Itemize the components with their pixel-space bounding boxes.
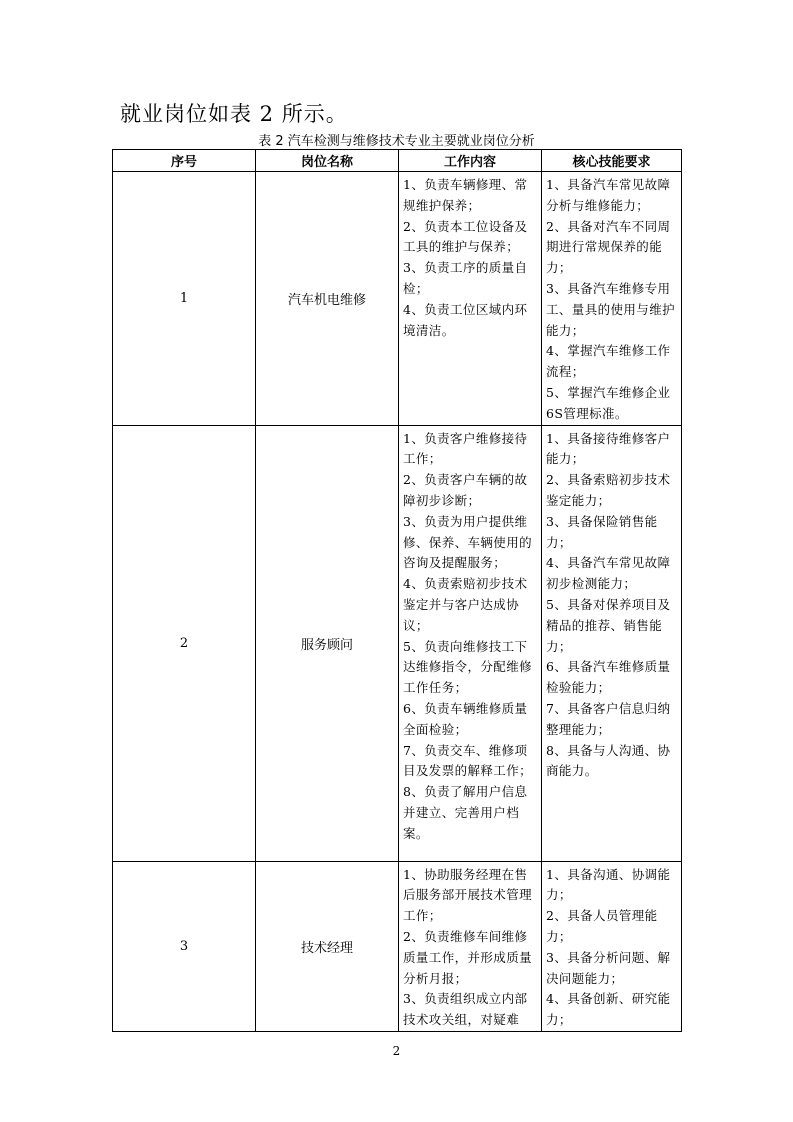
header-position: 岗位名称: [256, 150, 399, 172]
header-work-content: 工作内容: [399, 150, 542, 172]
work-content: [399, 425, 542, 861]
list-item: 8、具备与人沟通、协商能力。: [546, 742, 671, 779]
row-number: 3: [113, 861, 256, 1031]
position-name: 服务顾问: [256, 425, 399, 861]
list-item: 3、具备保险销售能力；: [546, 513, 658, 550]
page-number: 2: [392, 1044, 401, 1058]
list-item: 5、具备对保养项目及精品的推荐、销售能力；: [546, 596, 671, 654]
list-item: 2、负责维修车间维修质量工作，并形成质量分析月报；: [403, 928, 533, 986]
list-item: 4、负责工位区域内环境清洁。: [403, 301, 528, 338]
list-item: 6、具备汽车维修质量检验能力；: [546, 659, 671, 696]
table-row: [113, 172, 682, 426]
list-item: 1、负责客户维修接待工作；: [403, 430, 528, 467]
list-item: 7、具备客户信息归纳整理能力；: [546, 700, 671, 737]
header-core-skills: 核心技能要求: [542, 150, 682, 172]
list-item: 3、具备汽车维修专用工、量具的使用与维护能力；: [546, 280, 676, 338]
list-item: 3、负责为用户提供维修、保养、车辆使用的咨询及提醒服务；: [403, 513, 533, 571]
position-name: 技术经理: [256, 861, 399, 1031]
list-item: 6、负责车辆维修质量全面检验；: [403, 700, 528, 737]
list-item: 4、掌握汽车维修工作流程；: [546, 343, 671, 380]
table-header-row: [113, 150, 682, 172]
work-content: [399, 861, 542, 1031]
core-skills: [542, 861, 682, 1031]
job-positions-table: [112, 149, 682, 1032]
list-item: 3、负责组织成立内部技术攻关组，对疑难: [403, 991, 528, 1028]
row-number: 1: [113, 172, 256, 426]
list-item: 2、负责客户车辆的故障初步诊断；: [403, 472, 528, 508]
list-item: 2、负责本工位设备及工具的维护与保养；: [403, 218, 528, 255]
list-item: 4、具备创新、研究能力；: [546, 991, 671, 1028]
list-item: 3、具备分析问题、解决问题能力；: [546, 949, 671, 986]
list-item: 2、具备对汽车不同周期进行常规保养的能力；: [546, 218, 671, 276]
position-name: 汽车机电维修: [256, 172, 399, 426]
list-item: 5、负责向维修技工下达维修指令，分配维修工作任务；: [403, 638, 533, 696]
table-caption: 表 2 汽车检测与维修技术专业主要就业岗位分析: [258, 134, 535, 149]
work-content: [399, 172, 542, 426]
list-item: 4、具备汽车常见故障初步检测能力；: [546, 555, 671, 592]
list-item: 1、负责车辆修理、常规维护保养；: [403, 177, 528, 213]
list-item: 8、负责了解用户信息并建立、完善用户档案。: [403, 784, 528, 841]
list-item: 3、负责工序的质量自检；: [403, 260, 528, 296]
list-item: 1、具备汽车常见故障分析与维修能力；: [546, 177, 671, 213]
table-row: [113, 425, 682, 861]
list-item: 7、负责交车、维修项目及发票的解释工作；: [403, 742, 533, 779]
list-item: 5、掌握汽车维修企业6S管理标准。: [546, 384, 671, 421]
list-item: 1、协助服务经理在售后服务部开展技术管理工作；: [403, 866, 533, 924]
core-skills: [542, 425, 682, 861]
list-item: 1、具备接待维修客户能力；: [546, 430, 671, 467]
list-item: 2、具备人员管理能力；: [546, 908, 658, 944]
table-row: [113, 861, 682, 1031]
intro-text: 就业岗位如表 2 所示。: [120, 102, 348, 126]
header-seq: 序号: [113, 150, 256, 172]
core-skills: [542, 172, 682, 426]
list-item: 2、具备索赔初步技术鉴定能力；: [546, 472, 671, 508]
list-item: 1、具备沟通、协调能力；: [546, 866, 671, 903]
row-number: 2: [113, 425, 256, 861]
list-item: 4、负责索赔初步技术鉴定并与客户达成协议；: [403, 576, 528, 633]
